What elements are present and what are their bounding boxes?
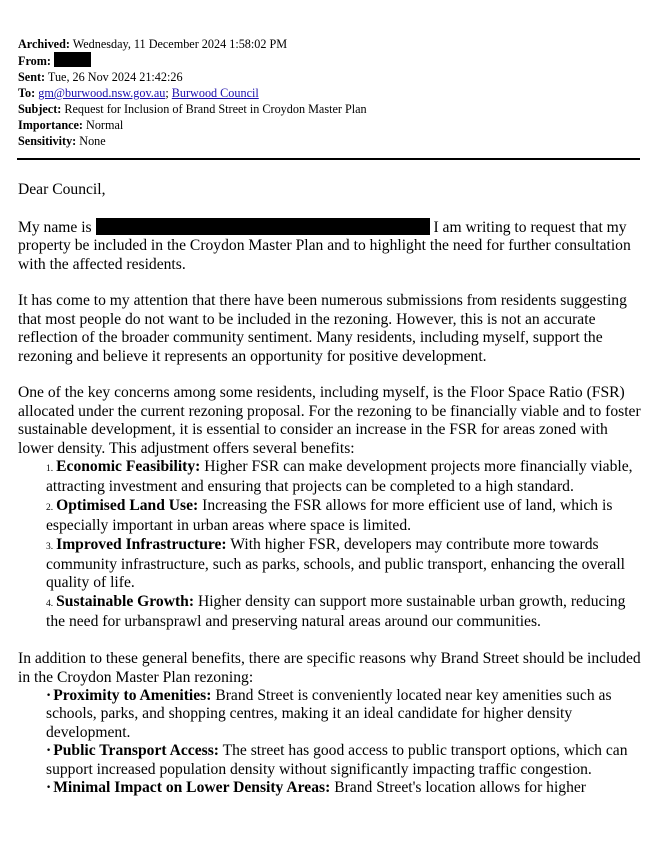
reasons-list [18, 687, 643, 797]
bullet-icon: · [46, 742, 52, 760]
list-item: 4. Sustainable Growth: Higher density can support more sustainable urban growth, reducing the need for urbansprawl and preserving natural areas around our communities. [46, 592, 626, 631]
sent-row: Sent: Tue, 26 Nov 2024 21:42:26 [18, 70, 183, 84]
archived-value: Wednesday, 11 December 2024 1:58:02 PM [72, 37, 288, 51]
subject-value: Request for Inclusion of Brand Street in Croydon Master Plan [64, 102, 367, 116]
subject-row: Subject: Request for Inclusion of Brand Street in Croydon Master Plan [18, 102, 367, 116]
importance-value: Normal [86, 118, 124, 132]
paragraph-fsr: One of the key concerns among some residents, including myself, is the Floor Space Ratio (FSR) allocated under the current rezoning proposal. For the rezoning to be financially viable and to foster sustainable development, it is essential to consider an increase in the FSR for areas zoned with lower density. This adjustment offers several benefits: [18, 384, 641, 457]
to-email-link[interactable]: gm@burwood.nsw.gov.au [38, 86, 166, 100]
list-item: 1. Economic Feasibility: Higher FSR can make development projects more financially viable, attracting investment and ensuring that projects can be completed to a high standard. [46, 458, 633, 496]
email-body [18, 181, 643, 816]
redaction-block [54, 52, 91, 67]
benefits-list [18, 458, 643, 632]
paragraph-intro: My name is I am writing to request that my property be included in the Croydon Master Plan and to highlight the need for further consultation with the affected residents. [18, 218, 631, 273]
paragraph-brand-street: In addition to these general benefits, there are specific reasons why Brand Street should be included in the Croydon Master Plan rezoning: [18, 650, 641, 686]
greeting: Dear Council, [18, 181, 106, 198]
header-divider [17, 158, 640, 160]
paragraph-sentiment: It has come to my attention that there have been numerous submissions from residents suggesting that most people do not want to be included in the rezoning. However, this is not an accurate reflection of the broader community sentiment. Many residents, including myself, support the rezoning and believe it represents an opportunity for positive development. [18, 292, 627, 365]
sensitivity-row: Sensitivity: None [18, 134, 106, 148]
list-item: · Public Transport Access: The street has good access to public transport options, which can support increased population density without significantly impacting traffic congestion. [46, 742, 628, 778]
sent-value: Tue, 26 Nov 2024 21:42:26 [47, 70, 183, 84]
to-name-link[interactable]: Burwood Council [171, 86, 259, 100]
bullet-icon: · [46, 778, 52, 796]
list-item: · Minimal Impact on Lower Density Areas: Brand Street's location allows for higher [46, 778, 587, 796]
to-row: To: gm@burwood.nsw.gov.au; Burwood Council [18, 86, 259, 100]
bullet-icon: · [46, 686, 52, 704]
email-header [18, 36, 367, 149]
importance-row: Importance: Normal [18, 118, 124, 132]
sensitivity-value: None [79, 134, 106, 148]
archived-row: Archived: Wednesday, 11 December 2024 1:58:02 PM [18, 37, 288, 51]
from-row: From: [18, 52, 367, 69]
redaction-block [96, 218, 430, 235]
list-item: · Proximity to Amenities: Brand Street is conveniently located near key amenities such as schools, parks, and shopping centres, making it an ideal candidate for higher density development. [46, 686, 612, 741]
list-item: 3. Improved Infrastructure: With higher FSR, developers may contribute more towards community infrastructure, such as parks, schools, and public transport, enhancing the overall quality of life. [46, 535, 625, 592]
list-item: 2. Optimised Land Use: Increasing the FSR allows for more efficient use of land, which is especially important in urban areas where space is limited. [46, 496, 613, 535]
